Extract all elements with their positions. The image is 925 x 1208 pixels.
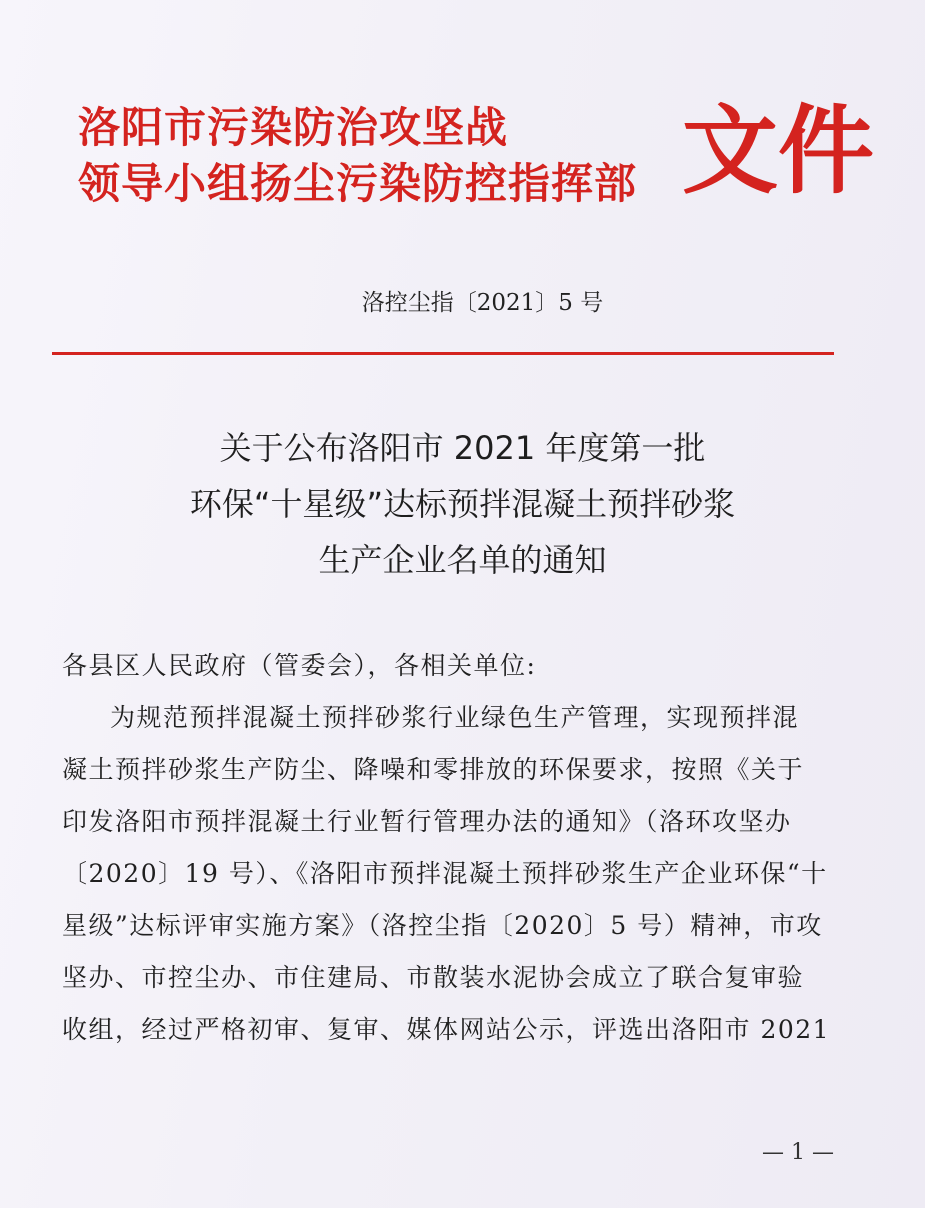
page-number: — 1 — xyxy=(762,1140,834,1165)
body-line: 星级”达标评审实施方案》（洛控尘指〔2020〕5 号）精神，市攻 xyxy=(62,911,823,940)
letterhead-issuer xyxy=(78,100,678,212)
title-line: 关于公布洛阳市 2021 年度第一批 xyxy=(219,429,706,467)
body-line: 收组，经过严格初审、复审、媒体网站公示，评选出洛阳市 2021 xyxy=(62,1015,831,1044)
red-divider xyxy=(52,352,834,355)
document-body xyxy=(62,640,857,1056)
body-line: 凝土预拌砂浆生产防尘、降噪和零排放的环保要求，按照《关于 xyxy=(62,755,805,784)
letterhead-doc-type: 文件 xyxy=(682,95,874,207)
salutation: 各县区人民政府（管委会），各相关单位: xyxy=(62,651,537,680)
body-line: 印发洛阳市预拌混凝土行业暂行管理办法的通知》（洛环攻坚办 xyxy=(62,807,792,836)
title-line: 环保“十星级”达标预拌混凝土预拌砂浆 xyxy=(189,485,736,523)
document-title xyxy=(0,420,925,588)
document-number: 洛控尘指〔2021〕5 号 xyxy=(361,290,604,316)
issuer-line: 领导小组扬尘污染防控指挥部 xyxy=(78,159,638,208)
title-line: 生产企业名单的通知 xyxy=(318,541,607,579)
body-line: 坚办、市控尘办、市住建局、市散装水泥协会成立了联合复审验 xyxy=(62,963,805,992)
body-line: 〔2020〕19 号）、《洛阳市预拌混凝土预拌砂浆生产企业环保“十 xyxy=(62,859,828,888)
body-line: 为规范预拌混凝土预拌砂浆行业绿色生产管理，实现预拌混 xyxy=(110,703,800,732)
issuer-line: 洛阳市污染防治攻坚战 xyxy=(78,103,509,152)
